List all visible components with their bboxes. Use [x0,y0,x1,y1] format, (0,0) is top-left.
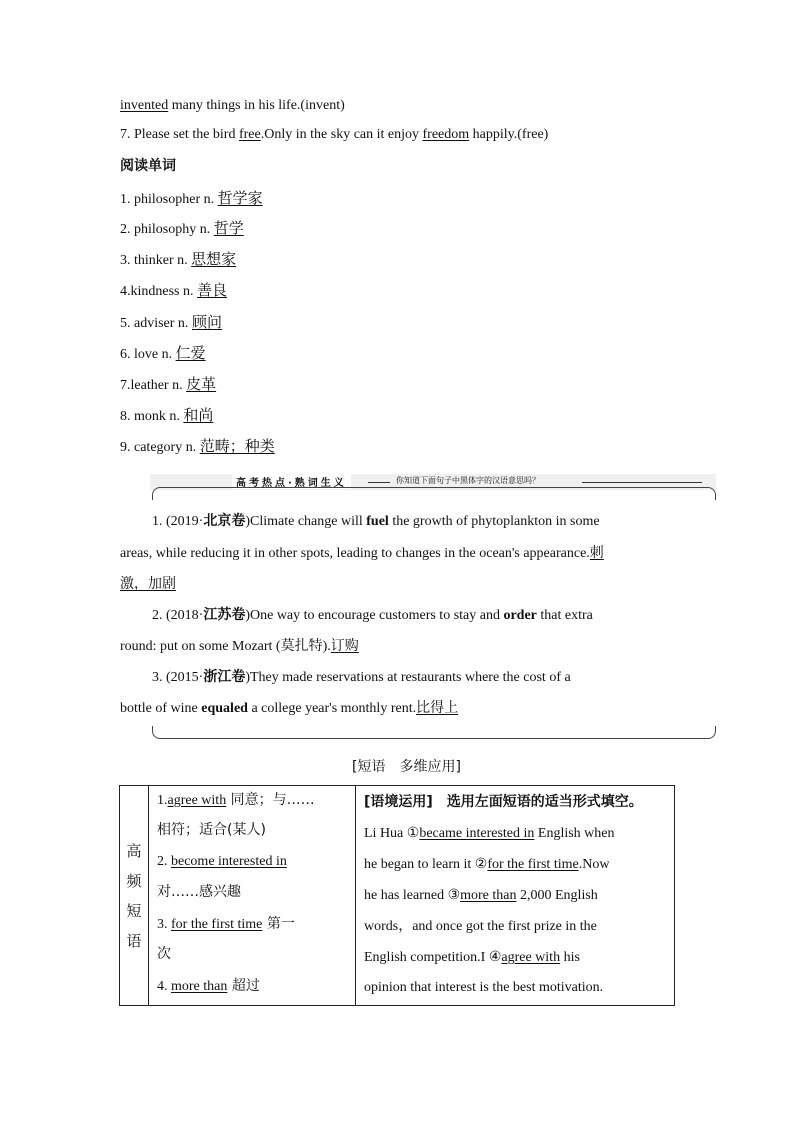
vocab-word: 9. category n. [120,440,197,455]
answer-blank: 比得上 [416,700,459,716]
answer-blank: more than [171,979,228,994]
phrase-item: 1.agree with 同意；与…… [157,792,315,808]
banner-title: 高考热点·熟词生义 [232,474,351,489]
sentence-text: that extra [536,608,593,623]
phrase-item: 3. for the first time 第一 [157,916,295,932]
box-bracket-bottom [152,726,716,739]
vocab-item [120,249,236,271]
vocab-item [120,436,275,458]
vocab-answer: 思想家 [191,250,237,268]
vocab-item [120,312,222,334]
exam-item-2 [152,605,593,626]
exercise-line: opinion that interest is the best motivation. [364,980,604,995]
vocab-answer: 和尚 [183,406,214,424]
vocab-item [120,280,227,302]
sentence-text: areas, while reducing it in other spots, leading to changes in the ocean's appearance. [120,546,590,561]
key-word: equaled [201,701,248,716]
vocab-answer: 哲学家 [217,189,263,207]
vocab-item [120,374,216,396]
vocab-word: 2. philosophy n. [120,222,211,237]
text-line [120,96,345,116]
key-word: fuel [366,514,389,529]
phrase-list-cell [149,786,356,1006]
vocab-item [120,405,213,427]
banner-divider [368,482,390,483]
answer-blank: become interested in [171,854,287,869]
exercise-line: English competition.I ④agree with his [364,950,580,965]
sentence-text: .Only in the sky can it enjoy [260,127,423,142]
exam-item-2-cont [120,636,359,657]
banner-divider [582,482,702,483]
item-number: 3. (2015· [152,670,204,685]
side-label-char: 高 [126,841,142,860]
box-bracket-top [152,487,716,500]
exam-item-1 [152,511,600,532]
phrase-item: 4. more than 超过 [157,978,260,994]
vocab-answer: 范畴；种类 [199,437,275,455]
side-label-char: 短 [126,901,142,920]
vocab-item [120,343,206,365]
vocab-word: 3. thinker n. [120,253,188,268]
sentence-text: round: put on some Mozart (莫扎特). [120,639,331,654]
vocab-word: 7.leather n. [120,378,183,393]
answer-blank: became interested in [419,826,535,841]
sentence-text: a college year's monthly rent. [247,701,417,716]
exam-source: 浙江卷 [203,669,246,685]
key-word: order [503,608,537,623]
exam-source: 江苏卷 [203,607,246,623]
answer-blank: for the first time [487,857,579,872]
phrase-meaning: 相符；适合(某人) [157,822,266,838]
answer-blank: agree with [167,793,227,808]
vocab-word: 6. love n. [120,347,173,362]
text-line [120,125,548,145]
answer-blank: invented [120,98,169,113]
vocab-item [120,218,244,240]
section-heading: 阅读单词 [120,158,176,174]
answer-blank: freedom [422,127,470,142]
side-label-char: 语 [126,931,142,950]
exercise-line: he began to learn it ②for the first time.Now [364,857,610,872]
vocab-word: 8. monk n. [120,409,180,424]
phrase-table [119,785,675,1006]
sentence-text: bottle of wine [120,701,202,716]
sentence-text: 7. Please set the bird [120,127,239,142]
exercise-cell [356,786,675,1006]
vocab-answer: 哲学 [213,219,244,237]
answer-blank: agree with [501,950,561,965]
item-number: 1. (2019· [152,514,204,529]
answer-blank: 激，加剧 [120,576,176,592]
side-label [120,786,149,1006]
exercise-line: words，and once got the first prize in the [364,919,597,934]
vocab-answer: 顾问 [191,313,222,331]
exercise-heading: [语境运用] 选用左面短语的适当形式填空。 [364,794,643,810]
phrase-section-heading: [短语 多维应用] [352,759,461,775]
answer-blank: 刺 [589,545,604,561]
exercise-line: Li Hua ①became interested in English when [364,826,615,841]
vocab-answer: 皮革 [186,375,217,393]
vocab-answer: 善良 [197,281,228,299]
side-label-char: 频 [126,871,142,890]
vocab-word: 5. adviser n. [120,316,189,331]
sentence-text: happily.(free) [469,127,549,142]
vocab-word: 1. philosopher n. [120,192,215,207]
vocab-answer: 仁爱 [175,344,206,362]
phrase-item: 2. become interested in [157,854,287,869]
banner-subtitle: 你知道下面句子中黑体字的汉语意思吗？ [396,476,540,485]
sentence-text: )Climate change will [245,514,367,529]
exam-item-1-answer [120,574,176,594]
exercise-line: he has learned ③more than 2,000 English [364,888,598,903]
exam-item-1-cont [120,543,604,564]
vocab-item [120,188,263,210]
phrase-meaning: 对……感兴趣 [157,884,241,900]
item-number: 2. (2018· [152,608,204,623]
sentence-text: )They made reservations at restaurants where the cost of a [245,670,571,685]
answer-blank: for the first time [171,917,263,932]
answer-blank: more than [460,888,517,903]
phrase-meaning: 次 [157,946,171,962]
answer-blank: free [238,127,261,142]
answer-blank: 订购 [330,638,359,654]
exam-source: 北京卷 [203,513,246,529]
sentence-text: many things in his life.(invent) [168,98,345,113]
sentence-text: )One way to encourage customers to stay and [245,608,504,623]
sentence-text: the growth of phytoplankton in some [388,514,600,529]
exam-item-3-cont [120,698,458,719]
vocab-word: 4.kindness n. [120,284,194,299]
exam-item-3 [152,667,571,688]
